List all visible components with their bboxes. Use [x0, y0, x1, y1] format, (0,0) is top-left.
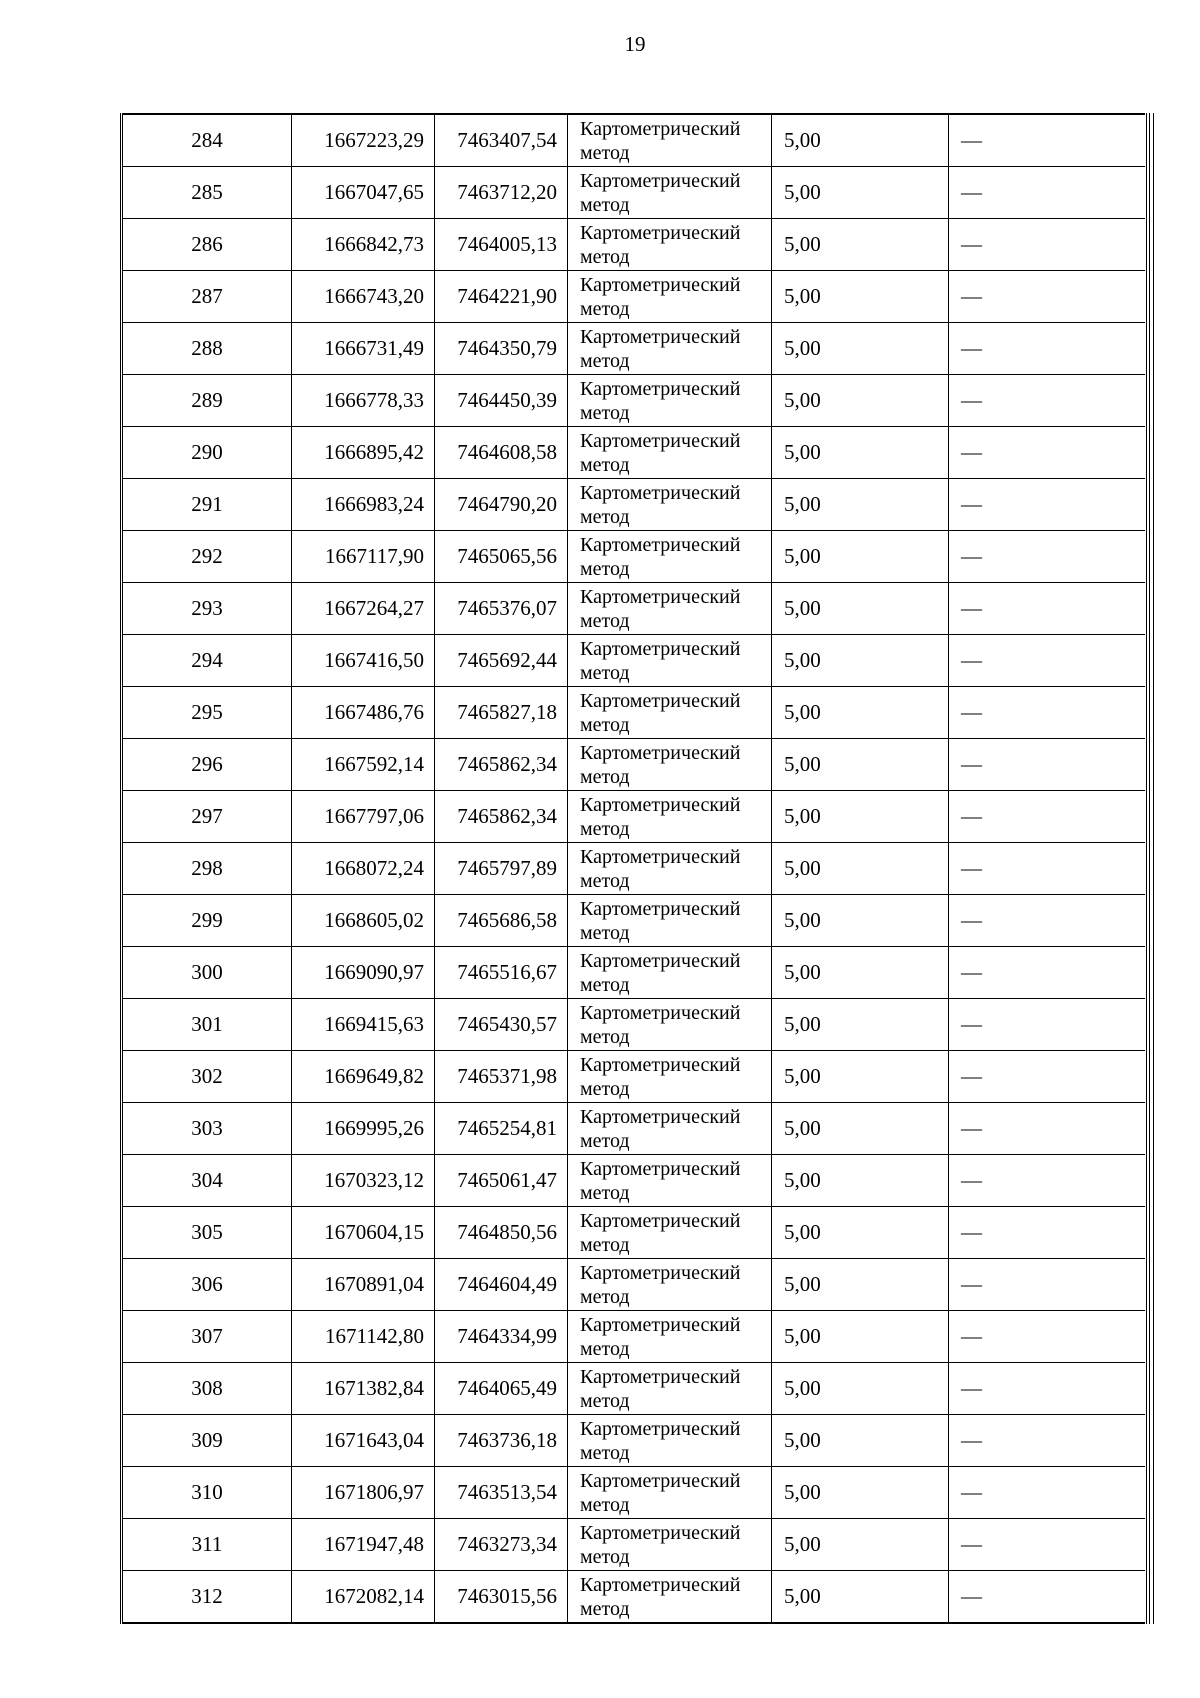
table-row — [122, 1207, 1145, 1259]
accuracy-cell: 5,00 — [772, 1051, 949, 1103]
method-line-1: Картометрический — [580, 1001, 741, 1024]
table-row — [122, 1363, 1145, 1415]
y-coordinate-cell: 7463407,54 — [435, 114, 568, 167]
method-line-1: Картометрический — [580, 429, 741, 452]
method-cell — [568, 1051, 772, 1103]
method-line-1: Картометрический — [580, 949, 741, 972]
note-cell: — — [949, 271, 1145, 323]
x-coordinate-cell: 1669090,97 — [292, 947, 435, 999]
method-line-1: Картометрический — [580, 533, 741, 556]
accuracy-cell: 5,00 — [772, 635, 949, 687]
method-line-1: Картометрический — [580, 481, 741, 504]
y-coordinate-cell: 7465371,98 — [435, 1051, 568, 1103]
point-number-cell: 306 — [122, 1259, 292, 1311]
method-line-2: метод — [580, 401, 630, 424]
method-line-2: метод — [580, 713, 630, 736]
note-cell: — — [949, 219, 1145, 271]
x-coordinate-cell: 1671382,84 — [292, 1363, 435, 1415]
table-row — [122, 739, 1145, 791]
table-right-border — [1146, 113, 1154, 1624]
table-row — [122, 1155, 1145, 1207]
method-line-1: Картометрический — [580, 1261, 741, 1284]
method-line-2: метод — [580, 1285, 630, 1308]
point-number-cell: 309 — [122, 1415, 292, 1467]
accuracy-cell: 5,00 — [772, 583, 949, 635]
point-number-cell: 294 — [122, 635, 292, 687]
x-coordinate-cell: 1667264,27 — [292, 583, 435, 635]
note-cell: — — [949, 843, 1145, 895]
note-cell: — — [949, 167, 1145, 219]
method-line-1: Картометрический — [580, 637, 741, 660]
coordinates-table-container — [120, 113, 1154, 1624]
method-line-2: метод — [580, 817, 630, 840]
method-cell — [568, 1571, 772, 1624]
method-line-2: метод — [580, 1441, 630, 1464]
method-line-2: метод — [580, 557, 630, 580]
method-line-2: метод — [580, 1493, 630, 1516]
note-cell: — — [949, 739, 1145, 791]
accuracy-cell: 5,00 — [772, 1311, 949, 1363]
accuracy-cell: 5,00 — [772, 271, 949, 323]
y-coordinate-cell: 7464604,49 — [435, 1259, 568, 1311]
y-coordinate-cell: 7464450,39 — [435, 375, 568, 427]
method-cell — [568, 843, 772, 895]
y-coordinate-cell: 7464850,56 — [435, 1207, 568, 1259]
note-cell: — — [949, 1571, 1145, 1624]
point-number-cell: 293 — [122, 583, 292, 635]
method-line-2: метод — [580, 973, 630, 996]
x-coordinate-cell: 1669415,63 — [292, 999, 435, 1051]
y-coordinate-cell: 7463273,34 — [435, 1519, 568, 1571]
x-coordinate-cell: 1667416,50 — [292, 635, 435, 687]
method-line-2: метод — [580, 1597, 630, 1620]
y-coordinate-cell: 7464065,49 — [435, 1363, 568, 1415]
y-coordinate-cell: 7465430,57 — [435, 999, 568, 1051]
accuracy-cell: 5,00 — [772, 999, 949, 1051]
y-coordinate-cell: 7465376,07 — [435, 583, 568, 635]
accuracy-cell: 5,00 — [772, 167, 949, 219]
point-number-cell: 284 — [122, 114, 292, 167]
note-cell: — — [949, 635, 1145, 687]
note-cell: — — [949, 1363, 1145, 1415]
accuracy-cell: 5,00 — [772, 1519, 949, 1571]
y-coordinate-cell: 7463712,20 — [435, 167, 568, 219]
method-line-1: Картометрический — [580, 845, 741, 868]
table-row — [122, 479, 1145, 531]
method-cell — [568, 999, 772, 1051]
method-line-1: Картометрический — [580, 1469, 741, 1492]
y-coordinate-cell: 7464005,13 — [435, 219, 568, 271]
accuracy-cell: 5,00 — [772, 531, 949, 583]
method-cell — [568, 531, 772, 583]
x-coordinate-cell: 1667047,65 — [292, 167, 435, 219]
table-row — [122, 843, 1145, 895]
point-number-cell: 299 — [122, 895, 292, 947]
x-coordinate-cell: 1666842,73 — [292, 219, 435, 271]
accuracy-cell: 5,00 — [772, 375, 949, 427]
method-line-1: Картометрический — [580, 793, 741, 816]
accuracy-cell: 5,00 — [772, 427, 949, 479]
point-number-cell: 310 — [122, 1467, 292, 1519]
method-cell — [568, 739, 772, 791]
table-row — [122, 375, 1145, 427]
point-number-cell: 295 — [122, 687, 292, 739]
method-cell — [568, 1363, 772, 1415]
method-cell — [568, 167, 772, 219]
point-number-cell: 304 — [122, 1155, 292, 1207]
y-coordinate-cell: 7465254,81 — [435, 1103, 568, 1155]
method-cell — [568, 947, 772, 999]
method-cell — [568, 1155, 772, 1207]
accuracy-cell: 5,00 — [772, 479, 949, 531]
accuracy-cell: 5,00 — [772, 1467, 949, 1519]
x-coordinate-cell: 1668072,24 — [292, 843, 435, 895]
x-coordinate-cell: 1666895,42 — [292, 427, 435, 479]
table-row — [122, 687, 1145, 739]
note-cell: — — [949, 1519, 1145, 1571]
y-coordinate-cell: 7464608,58 — [435, 427, 568, 479]
accuracy-cell: 5,00 — [772, 1155, 949, 1207]
table-row — [122, 1311, 1145, 1363]
method-line-2: метод — [580, 297, 630, 320]
table-row — [122, 427, 1145, 479]
accuracy-cell: 5,00 — [772, 739, 949, 791]
table-row — [122, 895, 1145, 947]
x-coordinate-cell: 1667797,06 — [292, 791, 435, 843]
point-number-cell: 303 — [122, 1103, 292, 1155]
table-row — [122, 1519, 1145, 1571]
method-line-1: Картометрический — [580, 1313, 741, 1336]
method-line-1: Картометрический — [580, 221, 741, 244]
x-coordinate-cell: 1671806,97 — [292, 1467, 435, 1519]
x-coordinate-cell: 1666743,20 — [292, 271, 435, 323]
note-cell: — — [949, 1103, 1145, 1155]
note-cell: — — [949, 687, 1145, 739]
x-coordinate-cell: 1671947,48 — [292, 1519, 435, 1571]
accuracy-cell: 5,00 — [772, 843, 949, 895]
note-cell: — — [949, 375, 1145, 427]
method-line-2: метод — [580, 1077, 630, 1100]
method-cell — [568, 271, 772, 323]
x-coordinate-cell: 1669649,82 — [292, 1051, 435, 1103]
table-row — [122, 1467, 1145, 1519]
accuracy-cell: 5,00 — [772, 1259, 949, 1311]
table-row — [122, 1259, 1145, 1311]
method-cell — [568, 114, 772, 167]
method-cell — [568, 1519, 772, 1571]
method-line-2: метод — [580, 141, 630, 164]
point-number-cell: 307 — [122, 1311, 292, 1363]
note-cell: — — [949, 895, 1145, 947]
y-coordinate-cell: 7464350,79 — [435, 323, 568, 375]
accuracy-cell: 5,00 — [772, 1103, 949, 1155]
note-cell: — — [949, 947, 1145, 999]
x-coordinate-cell: 1667223,29 — [292, 114, 435, 167]
y-coordinate-cell: 7465692,44 — [435, 635, 568, 687]
coordinates-table — [120, 113, 1145, 1624]
y-coordinate-cell: 7465862,34 — [435, 739, 568, 791]
accuracy-cell: 5,00 — [772, 323, 949, 375]
page-number: 19 — [624, 32, 646, 56]
table-row — [122, 791, 1145, 843]
method-line-1: Картометрический — [580, 169, 741, 192]
y-coordinate-cell: 7465862,34 — [435, 791, 568, 843]
table-row — [122, 1103, 1145, 1155]
method-line-2: метод — [580, 661, 630, 684]
method-line-1: Картометрический — [580, 1417, 741, 1440]
method-line-2: метод — [580, 1389, 630, 1412]
method-line-1: Картометрический — [580, 273, 741, 296]
method-line-2: метод — [580, 193, 630, 216]
y-coordinate-cell: 7463015,56 — [435, 1571, 568, 1624]
y-coordinate-cell: 7465061,47 — [435, 1155, 568, 1207]
method-line-1: Картометрический — [580, 741, 741, 764]
table-row — [122, 219, 1145, 271]
x-coordinate-cell: 1670323,12 — [292, 1155, 435, 1207]
accuracy-cell: 5,00 — [772, 947, 949, 999]
method-cell — [568, 583, 772, 635]
method-line-2: метод — [580, 1025, 630, 1048]
method-line-1: Картометрический — [580, 585, 741, 608]
point-number-cell: 290 — [122, 427, 292, 479]
x-coordinate-cell: 1670891,04 — [292, 1259, 435, 1311]
method-cell — [568, 479, 772, 531]
accuracy-cell: 5,00 — [772, 1415, 949, 1467]
point-number-cell: 296 — [122, 739, 292, 791]
note-cell: — — [949, 531, 1145, 583]
method-line-2: метод — [580, 1545, 630, 1568]
table-row — [122, 947, 1145, 999]
note-cell: — — [949, 1207, 1145, 1259]
note-cell: — — [949, 1155, 1145, 1207]
table-row — [122, 167, 1145, 219]
table-row — [122, 531, 1145, 583]
method-line-1: Картометрический — [580, 377, 741, 400]
note-cell: — — [949, 427, 1145, 479]
table-row — [122, 999, 1145, 1051]
accuracy-cell: 5,00 — [772, 791, 949, 843]
method-line-2: метод — [580, 1233, 630, 1256]
method-line-1: Картометрический — [580, 1365, 741, 1388]
x-coordinate-cell: 1670604,15 — [292, 1207, 435, 1259]
point-number-cell: 312 — [122, 1571, 292, 1624]
method-line-1: Картометрический — [580, 897, 741, 920]
y-coordinate-cell: 7465797,89 — [435, 843, 568, 895]
method-line-2: метод — [580, 1337, 630, 1360]
table-row — [122, 114, 1145, 167]
accuracy-cell: 5,00 — [772, 895, 949, 947]
point-number-cell: 292 — [122, 531, 292, 583]
table-body — [122, 114, 1145, 1623]
method-line-1: Картометрический — [580, 1573, 741, 1596]
note-cell: — — [949, 323, 1145, 375]
y-coordinate-cell: 7464790,20 — [435, 479, 568, 531]
method-line-1: Картометрический — [580, 1209, 741, 1232]
note-cell: — — [949, 1259, 1145, 1311]
accuracy-cell: 5,00 — [772, 219, 949, 271]
method-line-1: Картометрический — [580, 1521, 741, 1544]
method-cell — [568, 635, 772, 687]
point-number-cell: 298 — [122, 843, 292, 895]
x-coordinate-cell: 1666731,49 — [292, 323, 435, 375]
method-line-2: метод — [580, 869, 630, 892]
point-number-cell: 288 — [122, 323, 292, 375]
method-line-2: метод — [580, 1181, 630, 1204]
note-cell: — — [949, 791, 1145, 843]
y-coordinate-cell: 7465827,18 — [435, 687, 568, 739]
accuracy-cell: 5,00 — [772, 114, 949, 167]
accuracy-cell: 5,00 — [772, 687, 949, 739]
note-cell: — — [949, 1311, 1145, 1363]
method-cell — [568, 323, 772, 375]
point-number-cell: 308 — [122, 1363, 292, 1415]
y-coordinate-cell: 7463513,54 — [435, 1467, 568, 1519]
table-row — [122, 635, 1145, 687]
point-number-cell: 300 — [122, 947, 292, 999]
method-line-1: Картометрический — [580, 1157, 741, 1180]
point-number-cell: 305 — [122, 1207, 292, 1259]
table-row — [122, 1571, 1145, 1624]
point-number-cell: 285 — [122, 167, 292, 219]
method-cell — [568, 687, 772, 739]
note-cell: — — [949, 583, 1145, 635]
method-cell — [568, 1103, 772, 1155]
accuracy-cell: 5,00 — [772, 1363, 949, 1415]
point-number-cell: 311 — [122, 1519, 292, 1571]
method-line-2: метод — [580, 765, 630, 788]
x-coordinate-cell: 1667486,76 — [292, 687, 435, 739]
accuracy-cell: 5,00 — [772, 1207, 949, 1259]
point-number-cell: 302 — [122, 1051, 292, 1103]
table-row — [122, 1415, 1145, 1467]
note-cell: — — [949, 1415, 1145, 1467]
method-cell — [568, 1467, 772, 1519]
point-number-cell: 297 — [122, 791, 292, 843]
note-cell: — — [949, 1051, 1145, 1103]
point-number-cell: 291 — [122, 479, 292, 531]
point-number-cell: 289 — [122, 375, 292, 427]
method-line-2: метод — [580, 1129, 630, 1152]
note-cell: — — [949, 114, 1145, 167]
x-coordinate-cell: 1667592,14 — [292, 739, 435, 791]
y-coordinate-cell: 7465686,58 — [435, 895, 568, 947]
y-coordinate-cell: 7465516,67 — [435, 947, 568, 999]
x-coordinate-cell: 1672082,14 — [292, 1571, 435, 1624]
method-line-1: Картометрический — [580, 1053, 741, 1076]
x-coordinate-cell: 1671142,80 — [292, 1311, 435, 1363]
method-cell — [568, 375, 772, 427]
y-coordinate-cell: 7464334,99 — [435, 1311, 568, 1363]
table-row — [122, 271, 1145, 323]
x-coordinate-cell: 1666983,24 — [292, 479, 435, 531]
note-cell: — — [949, 1467, 1145, 1519]
note-cell: — — [949, 999, 1145, 1051]
method-cell — [568, 1259, 772, 1311]
method-cell — [568, 1311, 772, 1363]
table-row — [122, 583, 1145, 635]
point-number-cell: 301 — [122, 999, 292, 1051]
method-line-1: Картометрический — [580, 1105, 741, 1128]
y-coordinate-cell: 7464221,90 — [435, 271, 568, 323]
method-line-2: метод — [580, 453, 630, 476]
point-number-cell: 286 — [122, 219, 292, 271]
x-coordinate-cell: 1669995,26 — [292, 1103, 435, 1155]
table-row — [122, 1051, 1145, 1103]
point-number-cell: 287 — [122, 271, 292, 323]
method-line-1: Картометрический — [580, 117, 741, 140]
x-coordinate-cell: 1671643,04 — [292, 1415, 435, 1467]
accuracy-cell: 5,00 — [772, 1571, 949, 1624]
y-coordinate-cell: 7463736,18 — [435, 1415, 568, 1467]
y-coordinate-cell: 7465065,56 — [435, 531, 568, 583]
method-line-1: Картометрический — [580, 325, 741, 348]
x-coordinate-cell: 1667117,90 — [292, 531, 435, 583]
method-cell — [568, 427, 772, 479]
x-coordinate-cell: 1668605,02 — [292, 895, 435, 947]
x-coordinate-cell: 1666778,33 — [292, 375, 435, 427]
method-line-1: Картометрический — [580, 689, 741, 712]
table-row — [122, 323, 1145, 375]
method-line-2: метод — [580, 245, 630, 268]
note-cell: — — [949, 479, 1145, 531]
method-line-2: метод — [580, 609, 630, 632]
method-line-2: метод — [580, 505, 630, 528]
method-cell — [568, 1207, 772, 1259]
method-cell — [568, 895, 772, 947]
method-cell — [568, 219, 772, 271]
method-line-2: метод — [580, 921, 630, 944]
method-cell — [568, 791, 772, 843]
method-cell — [568, 1415, 772, 1467]
method-line-2: метод — [580, 349, 630, 372]
